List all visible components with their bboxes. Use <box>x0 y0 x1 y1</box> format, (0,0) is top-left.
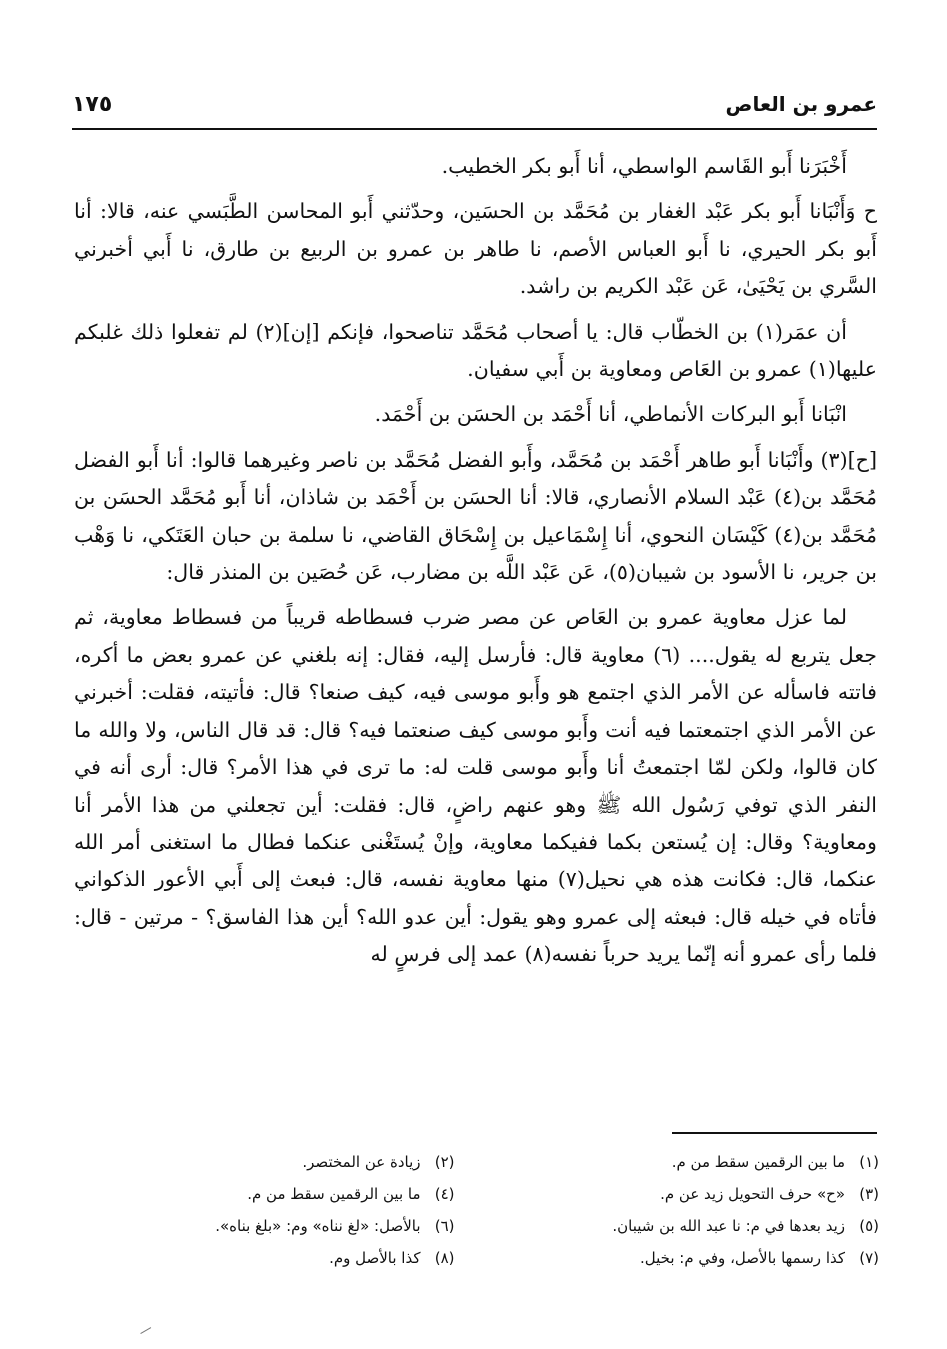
isnad-paragraph: أَخْبَرَنا أَبو القَاسم الواسطي، أنا أَبو بكر الخطيب. <box>441 154 847 178</box>
isnad-paragraph: انْبَانا أَبو البركات الأنماطي، أنا أَحْمَد بن الحسَن بن أَحْمَد. <box>374 402 847 427</box>
footnote-number: (٧) <box>859 1249 879 1267</box>
footnote-separator <box>672 1132 877 1134</box>
page-header <box>72 92 877 130</box>
isnad-paragraph: [ح](٣) وأَنْبَانا أَبو طاهر أَحْمَد بن مُحَمَّد، وأَبو الفضل مُحَمَّد بن ناصر وغيرهما قالوا: أنا أَبو الفضل مُحَمَّد بن(٤) عَبْد السلام الأنصاري، قالا: أنا الحسَن بن أَحْمَد بن شاذان، أنا أَبو مُحَمَّد الحسَن بن مُحَمَّد بن(٤) كَيْسَان النحوي، أنا إِسْمَاعيل بن إِسْحَاق القاضي، نا سلمة بن حبان العَتَكي، نا وَهْب بن جرير، نا الأسود بن شيبان(٥)، عَن عَبْد اللَّه بن مضارب، عَن حُصَين بن المنذر قال: <box>74 447 878 585</box>
running-title: عمرو بن العاص <box>725 92 877 116</box>
footnote <box>495 1211 880 1241</box>
footnote <box>70 1243 455 1273</box>
footnote-text: ما بين الرقمين سقط من م. <box>247 1185 421 1203</box>
footnote-number: (٣) <box>859 1185 879 1203</box>
footnote-text: زيادة عن المختصر. <box>302 1153 421 1171</box>
footnote <box>70 1179 455 1209</box>
footnote-number: (٨) <box>434 1249 455 1267</box>
isnad-paragraph: ح وَأَنْبَانا أَبو بكر عَبْد الغفار بن مُحَمَّد بن الحسَين، وحدّثني أَبو المحاسن الطَّبَسي عنه، قالا: أنا أَبو بكر الحيري، نا أَبو العباس الأصم، نا طاهر بن عمرو بن الربيع بن طارق، نا أَبي أخبرني السَّري بن يَحْيَىٰ، عَن عَبْد الكريم بن راشد. <box>74 199 877 299</box>
footnote <box>495 1179 880 1209</box>
footnote-number: (٥) <box>859 1217 879 1235</box>
main-text <box>74 148 877 982</box>
text-paragraph: أن عمَر(١) بن الخطّاب قال: يا أصحاب مُحَمَّد تناصحوا، فإنكم [إن](٢) لم تفعلوا ذلك غلبكم عليها(١) عمرو بن العَاص ومعاوية بن أَبي سفيان. <box>74 319 877 382</box>
footnote-number: (٢) <box>434 1153 455 1171</box>
footnote-number: (٦) <box>434 1217 455 1235</box>
footnote-text: كذا رسمها بالأصل، وفي م: بخيل. <box>640 1249 845 1267</box>
scan-mark <box>140 1327 151 1335</box>
footnote-number: (١) <box>859 1153 879 1171</box>
footnote-text: زيد بعدها في م: نا عبد الله بن شيبان. <box>612 1217 845 1235</box>
footnote-text: بالأصل: «لغ نناه» وم: «بلغ بناه». <box>215 1217 421 1235</box>
footnote-number: (٤) <box>434 1185 455 1203</box>
footnotes <box>70 1147 879 1273</box>
footnote-text: «ح» حرف التحويل زيد عن م. <box>660 1185 845 1203</box>
text-paragraph: لما عزل معاوية عمرو بن العَاص عن مصر ضرب فسطاطه قريباً من فسطاط معاوية، ثم جعل يتربع له يقول.... (٦) معاوية قال: فأرسل إليه، فقال: إنه بلغني عن عمرو بعض ما أكره، فاتته فاسأله عن الأمر الذي اجتمع هو وأَبو موسى فيه، كيف صنعا؟ قال: فأتيته، فقلت: أخبرني عن الأمر الذي اجتمعتما فيه أنت وأَبو موسى كيف صنعتما فيه؟ قال: قد قال الناس، ولا والله ما كان قالوا، ولكن لمّا اجتمعتُ أنا وأَبو موسى قلت له: ما ترى في هذا الأمر؟ قال: أرى أنه في النفر الذي توفي رَسُول الله ﷺ وهو عنهم راضٍ، قال: فقلت: أين تجعلني من هذا الأمر أنا ومعاوية؟ وقال: إن يُستعن بكما ففيكما معاوية، وإنْ يُستَغْنى عنكما فطال ما استغنى أمر الله عنكما، قال: فكانت هذه هي نحيل(٧) منها معاوية نفسه، قال: فبعث إلى أَبي الأعور الذكواني فأتاه في خيله قال: فبعثه إلى عمرو وهو يقول: أين عدو الله؟ أين هذا الفاسق؟ - مرتين - قال: فلما رأى عمرو أنه إنّما يريد حرباً نفسه(٨) عمد إلى فرسٍ له <box>74 605 878 967</box>
footnote <box>70 1147 455 1177</box>
footnote <box>70 1211 455 1241</box>
page-number: ١٧٥ <box>72 92 113 117</box>
footnote-text: كذا بالأصل وم. <box>329 1249 421 1267</box>
footnote-text: ما بين الرقمين سقط من م. <box>671 1153 845 1171</box>
footnote <box>495 1243 880 1273</box>
footnote <box>495 1147 880 1177</box>
